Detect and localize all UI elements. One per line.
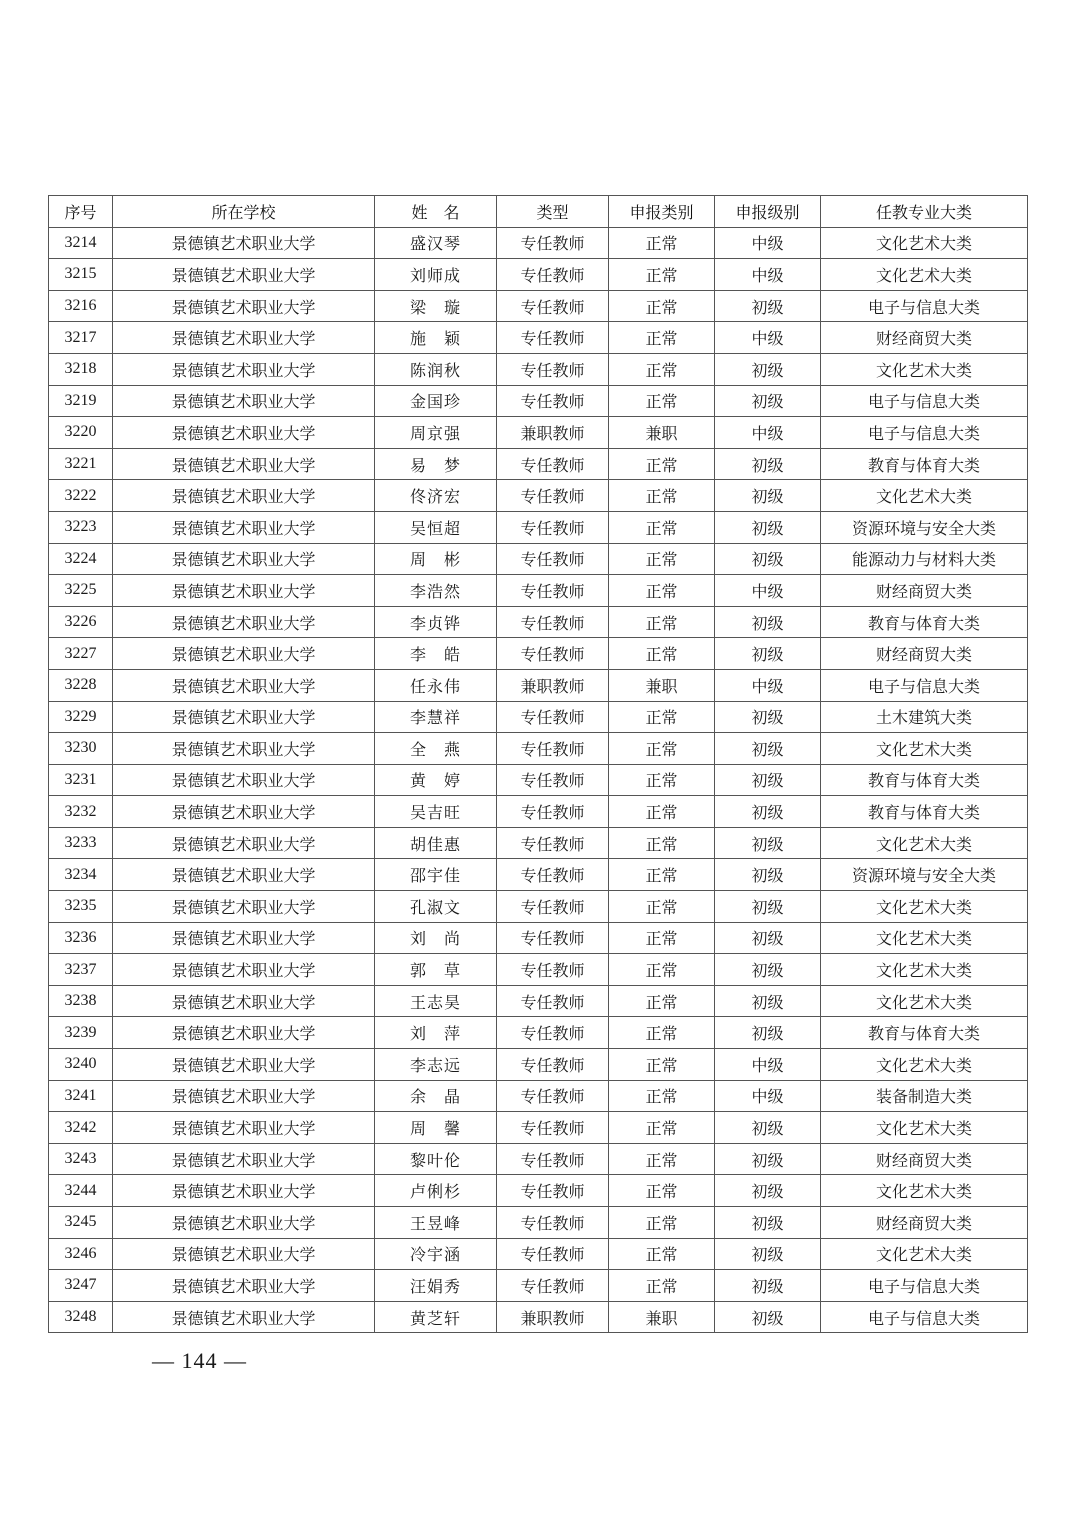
cell-level: 中级 — [715, 1049, 821, 1081]
table-row — [49, 385, 1028, 417]
cell-seq: 3218 — [49, 353, 113, 385]
cell-name: 李贞铧 — [375, 606, 497, 638]
cell-category: 正常 — [609, 480, 715, 512]
cell-seq: 3228 — [49, 669, 113, 701]
cell-name: 刘 尚 — [375, 922, 497, 954]
cell-major: 电子与信息大类 — [821, 417, 1028, 449]
cell-major: 电子与信息大类 — [821, 669, 1028, 701]
cell-category: 正常 — [609, 859, 715, 891]
cell-major: 土木建筑大类 — [821, 701, 1028, 733]
cell-school: 景德镇艺术职业大学 — [113, 448, 375, 480]
cell-school: 景德镇艺术职业大学 — [113, 1238, 375, 1270]
cell-seq: 3240 — [49, 1049, 113, 1081]
cell-school: 景德镇艺术职业大学 — [113, 891, 375, 923]
cell-name: 王昱峰 — [375, 1207, 497, 1239]
cell-school: 景德镇艺术职业大学 — [113, 764, 375, 796]
table-row — [49, 1049, 1028, 1081]
cell-level: 初级 — [715, 891, 821, 923]
cell-level: 中级 — [715, 227, 821, 259]
cell-major: 电子与信息大类 — [821, 1301, 1028, 1333]
roster-table — [48, 195, 1028, 1333]
cell-type: 专任教师 — [497, 859, 609, 891]
cell-level: 初级 — [715, 796, 821, 828]
table-row — [49, 575, 1028, 607]
cell-name: 李 皓 — [375, 638, 497, 670]
header-category: 申报类别 — [609, 196, 715, 228]
cell-level: 初级 — [715, 764, 821, 796]
header-school: 所在学校 — [113, 196, 375, 228]
cell-major: 文化艺术大类 — [821, 954, 1028, 986]
cell-school: 景德镇艺术职业大学 — [113, 322, 375, 354]
cell-seq: 3224 — [49, 543, 113, 575]
cell-type: 专任教师 — [497, 1175, 609, 1207]
cell-name: 李慧祥 — [375, 701, 497, 733]
cell-school: 景德镇艺术职业大学 — [113, 638, 375, 670]
table-row — [49, 922, 1028, 954]
cell-type: 专任教师 — [497, 827, 609, 859]
header-level: 申报级别 — [715, 196, 821, 228]
cell-seq: 3248 — [49, 1301, 113, 1333]
cell-level: 初级 — [715, 480, 821, 512]
cell-category: 正常 — [609, 796, 715, 828]
cell-major: 教育与体育大类 — [821, 606, 1028, 638]
cell-school: 景德镇艺术职业大学 — [113, 1207, 375, 1239]
cell-category: 正常 — [609, 1080, 715, 1112]
table-row — [49, 448, 1028, 480]
cell-level: 中级 — [715, 259, 821, 291]
cell-major: 财经商贸大类 — [821, 1143, 1028, 1175]
table-row — [49, 1301, 1028, 1333]
cell-name: 全 燕 — [375, 733, 497, 765]
cell-category: 正常 — [609, 891, 715, 923]
cell-name: 刘 萍 — [375, 1017, 497, 1049]
cell-seq: 3242 — [49, 1112, 113, 1144]
cell-name: 任永伟 — [375, 669, 497, 701]
table-row — [49, 954, 1028, 986]
cell-school: 景德镇艺术职业大学 — [113, 1143, 375, 1175]
cell-type: 专任教师 — [497, 796, 609, 828]
cell-level: 初级 — [715, 638, 821, 670]
cell-category: 正常 — [609, 1175, 715, 1207]
cell-level: 初级 — [715, 1270, 821, 1302]
cell-type: 专任教师 — [497, 575, 609, 607]
cell-major: 电子与信息大类 — [821, 290, 1028, 322]
cell-seq: 3220 — [49, 417, 113, 449]
cell-seq: 3221 — [49, 448, 113, 480]
cell-major: 财经商贸大类 — [821, 1207, 1028, 1239]
cell-name: 周 彬 — [375, 543, 497, 575]
cell-seq: 3219 — [49, 385, 113, 417]
cell-seq: 3235 — [49, 891, 113, 923]
cell-type: 专任教师 — [497, 227, 609, 259]
cell-category: 兼职 — [609, 1301, 715, 1333]
cell-major: 教育与体育大类 — [821, 764, 1028, 796]
cell-major: 文化艺术大类 — [821, 259, 1028, 291]
cell-name: 梁 璇 — [375, 290, 497, 322]
cell-school: 景德镇艺术职业大学 — [113, 511, 375, 543]
cell-school: 景德镇艺术职业大学 — [113, 1175, 375, 1207]
cell-seq: 3231 — [49, 764, 113, 796]
cell-school: 景德镇艺术职业大学 — [113, 985, 375, 1017]
cell-name: 邵宇佳 — [375, 859, 497, 891]
cell-seq: 3234 — [49, 859, 113, 891]
header-type: 类型 — [497, 196, 609, 228]
cell-type: 专任教师 — [497, 480, 609, 512]
cell-level: 初级 — [715, 1207, 821, 1239]
cell-type: 专任教师 — [497, 543, 609, 575]
cell-major: 装备制造大类 — [821, 1080, 1028, 1112]
cell-seq: 3246 — [49, 1238, 113, 1270]
header-major: 任教专业大类 — [821, 196, 1028, 228]
cell-name: 黄芝轩 — [375, 1301, 497, 1333]
cell-major: 文化艺术大类 — [821, 922, 1028, 954]
table-row — [49, 669, 1028, 701]
cell-major: 文化艺术大类 — [821, 985, 1028, 1017]
cell-school: 景德镇艺术职业大学 — [113, 701, 375, 733]
table-row — [49, 985, 1028, 1017]
cell-seq: 3227 — [49, 638, 113, 670]
header-name: 姓 名 — [375, 196, 497, 228]
cell-name: 陈润秋 — [375, 353, 497, 385]
cell-school: 景德镇艺术职业大学 — [113, 480, 375, 512]
cell-category: 正常 — [609, 259, 715, 291]
cell-type: 专任教师 — [497, 1017, 609, 1049]
cell-school: 景德镇艺术职业大学 — [113, 954, 375, 986]
cell-type: 专任教师 — [497, 1207, 609, 1239]
table-row — [49, 1207, 1028, 1239]
cell-type: 专任教师 — [497, 290, 609, 322]
cell-level: 初级 — [715, 1238, 821, 1270]
cell-major: 资源环境与安全大类 — [821, 859, 1028, 891]
cell-level: 初级 — [715, 701, 821, 733]
cell-seq: 3236 — [49, 922, 113, 954]
cell-seq: 3225 — [49, 575, 113, 607]
header-seq: 序号 — [49, 196, 113, 228]
table-row — [49, 1112, 1028, 1144]
cell-seq: 3229 — [49, 701, 113, 733]
cell-school: 景德镇艺术职业大学 — [113, 385, 375, 417]
table-row — [49, 259, 1028, 291]
table-row — [49, 227, 1028, 259]
cell-type: 专任教师 — [497, 448, 609, 480]
cell-school: 景德镇艺术职业大学 — [113, 290, 375, 322]
cell-level: 初级 — [715, 353, 821, 385]
cell-type: 专任教师 — [497, 954, 609, 986]
cell-major: 文化艺术大类 — [821, 480, 1028, 512]
table-row — [49, 859, 1028, 891]
cell-name: 王志昊 — [375, 985, 497, 1017]
cell-category: 正常 — [609, 290, 715, 322]
cell-level: 初级 — [715, 985, 821, 1017]
cell-school: 景德镇艺术职业大学 — [113, 227, 375, 259]
table-row — [49, 827, 1028, 859]
cell-seq: 3215 — [49, 259, 113, 291]
cell-category: 正常 — [609, 1238, 715, 1270]
cell-school: 景德镇艺术职业大学 — [113, 606, 375, 638]
cell-school: 景德镇艺术职业大学 — [113, 1301, 375, 1333]
cell-name: 刘师成 — [375, 259, 497, 291]
cell-category: 正常 — [609, 543, 715, 575]
cell-category: 正常 — [609, 1270, 715, 1302]
cell-school: 景德镇艺术职业大学 — [113, 543, 375, 575]
cell-type: 专任教师 — [497, 764, 609, 796]
cell-school: 景德镇艺术职业大学 — [113, 1049, 375, 1081]
cell-major: 财经商贸大类 — [821, 638, 1028, 670]
cell-category: 正常 — [609, 322, 715, 354]
cell-name: 吴吉旺 — [375, 796, 497, 828]
cell-seq: 3243 — [49, 1143, 113, 1175]
cell-level: 中级 — [715, 575, 821, 607]
cell-seq: 3244 — [49, 1175, 113, 1207]
table-row — [49, 322, 1028, 354]
cell-major: 文化艺术大类 — [821, 1049, 1028, 1081]
cell-name: 施 颖 — [375, 322, 497, 354]
cell-name: 金国珍 — [375, 385, 497, 417]
cell-name: 郭 草 — [375, 954, 497, 986]
cell-seq: 3226 — [49, 606, 113, 638]
cell-type: 专任教师 — [497, 385, 609, 417]
cell-seq: 3233 — [49, 827, 113, 859]
cell-level: 初级 — [715, 859, 821, 891]
cell-name: 周 馨 — [375, 1112, 497, 1144]
cell-category: 正常 — [609, 575, 715, 607]
table-row — [49, 511, 1028, 543]
cell-school: 景德镇艺术职业大学 — [113, 796, 375, 828]
table-row — [49, 480, 1028, 512]
cell-type: 专任教师 — [497, 701, 609, 733]
cell-type: 兼职教师 — [497, 669, 609, 701]
cell-type: 专任教师 — [497, 1270, 609, 1302]
cell-seq: 3222 — [49, 480, 113, 512]
table-row — [49, 764, 1028, 796]
cell-category: 正常 — [609, 353, 715, 385]
cell-name: 易 梦 — [375, 448, 497, 480]
cell-name: 余 晶 — [375, 1080, 497, 1112]
cell-type: 专任教师 — [497, 322, 609, 354]
table-row — [49, 1238, 1028, 1270]
cell-major: 文化艺术大类 — [821, 827, 1028, 859]
table-row — [49, 290, 1028, 322]
cell-level: 初级 — [715, 954, 821, 986]
cell-seq: 3247 — [49, 1270, 113, 1302]
cell-type: 专任教师 — [497, 1112, 609, 1144]
cell-type: 专任教师 — [497, 985, 609, 1017]
cell-major: 文化艺术大类 — [821, 227, 1028, 259]
cell-type: 专任教师 — [497, 511, 609, 543]
cell-level: 初级 — [715, 827, 821, 859]
cell-level: 中级 — [715, 322, 821, 354]
cell-seq: 3241 — [49, 1080, 113, 1112]
cell-category: 兼职 — [609, 417, 715, 449]
cell-major: 文化艺术大类 — [821, 733, 1028, 765]
cell-name: 胡佳惠 — [375, 827, 497, 859]
cell-major: 电子与信息大类 — [821, 385, 1028, 417]
cell-name: 吴恒超 — [375, 511, 497, 543]
cell-seq: 3216 — [49, 290, 113, 322]
cell-school: 景德镇艺术职业大学 — [113, 1270, 375, 1302]
cell-major: 资源环境与安全大类 — [821, 511, 1028, 543]
cell-category: 正常 — [609, 701, 715, 733]
cell-major: 文化艺术大类 — [821, 1175, 1028, 1207]
cell-level: 初级 — [715, 290, 821, 322]
cell-major: 教育与体育大类 — [821, 1017, 1028, 1049]
cell-seq: 3217 — [49, 322, 113, 354]
cell-type: 专任教师 — [497, 1049, 609, 1081]
cell-type: 专任教师 — [497, 922, 609, 954]
cell-category: 正常 — [609, 985, 715, 1017]
cell-category: 正常 — [609, 1049, 715, 1081]
cell-name: 盛汉琴 — [375, 227, 497, 259]
cell-level: 初级 — [715, 511, 821, 543]
cell-level: 初级 — [715, 922, 821, 954]
table-row — [49, 733, 1028, 765]
cell-type: 专任教师 — [497, 1238, 609, 1270]
cell-level: 初级 — [715, 1175, 821, 1207]
cell-level: 初级 — [715, 448, 821, 480]
cell-name: 卢俐杉 — [375, 1175, 497, 1207]
cell-category: 兼职 — [609, 669, 715, 701]
cell-category: 正常 — [609, 733, 715, 765]
cell-level: 初级 — [715, 385, 821, 417]
cell-major: 文化艺术大类 — [821, 1238, 1028, 1270]
table-row — [49, 417, 1028, 449]
cell-seq: 3238 — [49, 985, 113, 1017]
cell-level: 初级 — [715, 1143, 821, 1175]
cell-major: 电子与信息大类 — [821, 1270, 1028, 1302]
cell-seq: 3239 — [49, 1017, 113, 1049]
cell-category: 正常 — [609, 1207, 715, 1239]
cell-category: 正常 — [609, 227, 715, 259]
table-row — [49, 1080, 1028, 1112]
table-row — [49, 891, 1028, 923]
cell-type: 专任教师 — [497, 606, 609, 638]
cell-level: 初级 — [715, 1301, 821, 1333]
cell-school: 景德镇艺术职业大学 — [113, 353, 375, 385]
cell-major: 教育与体育大类 — [821, 796, 1028, 828]
cell-school: 景德镇艺术职业大学 — [113, 922, 375, 954]
cell-category: 正常 — [609, 1112, 715, 1144]
cell-level: 初级 — [715, 1112, 821, 1144]
table-row — [49, 1143, 1028, 1175]
cell-name: 佟济宏 — [375, 480, 497, 512]
cell-name: 周京强 — [375, 417, 497, 449]
cell-school: 景德镇艺术职业大学 — [113, 259, 375, 291]
table-row — [49, 606, 1028, 638]
table-row — [49, 1017, 1028, 1049]
cell-type: 专任教师 — [497, 259, 609, 291]
cell-category: 正常 — [609, 954, 715, 986]
cell-seq: 3237 — [49, 954, 113, 986]
cell-category: 正常 — [609, 606, 715, 638]
cell-school: 景德镇艺术职业大学 — [113, 859, 375, 891]
cell-major: 文化艺术大类 — [821, 891, 1028, 923]
cell-category: 正常 — [609, 511, 715, 543]
cell-type: 专任教师 — [497, 638, 609, 670]
cell-major: 文化艺术大类 — [821, 353, 1028, 385]
cell-level: 中级 — [715, 417, 821, 449]
cell-name: 黎叶伦 — [375, 1143, 497, 1175]
table-row — [49, 1270, 1028, 1302]
cell-category: 正常 — [609, 385, 715, 417]
cell-school: 景德镇艺术职业大学 — [113, 1080, 375, 1112]
cell-category: 正常 — [609, 764, 715, 796]
cell-type: 兼职教师 — [497, 1301, 609, 1333]
cell-major: 能源动力与材料大类 — [821, 543, 1028, 575]
cell-level: 初级 — [715, 1017, 821, 1049]
cell-school: 景德镇艺术职业大学 — [113, 827, 375, 859]
cell-type: 兼职教师 — [497, 417, 609, 449]
cell-school: 景德镇艺术职业大学 — [113, 417, 375, 449]
cell-school: 景德镇艺术职业大学 — [113, 1112, 375, 1144]
roster-body — [49, 227, 1028, 1333]
table-row — [49, 796, 1028, 828]
table-row — [49, 701, 1028, 733]
cell-type: 专任教师 — [497, 1143, 609, 1175]
cell-category: 正常 — [609, 922, 715, 954]
cell-name: 李志远 — [375, 1049, 497, 1081]
cell-name: 李浩然 — [375, 575, 497, 607]
cell-category: 正常 — [609, 638, 715, 670]
cell-level: 中级 — [715, 669, 821, 701]
cell-category: 正常 — [609, 827, 715, 859]
cell-school: 景德镇艺术职业大学 — [113, 733, 375, 765]
cell-major: 教育与体育大类 — [821, 448, 1028, 480]
cell-seq: 3230 — [49, 733, 113, 765]
cell-school: 景德镇艺术职业大学 — [113, 575, 375, 607]
cell-seq: 3214 — [49, 227, 113, 259]
cell-school: 景德镇艺术职业大学 — [113, 669, 375, 701]
cell-type: 专任教师 — [497, 733, 609, 765]
cell-seq: 3223 — [49, 511, 113, 543]
cell-name: 汪娟秀 — [375, 1270, 497, 1302]
cell-name: 冷宇涵 — [375, 1238, 497, 1270]
page-number: — 144 — — [152, 1348, 247, 1373]
table-row — [49, 543, 1028, 575]
cell-name: 孔淑文 — [375, 891, 497, 923]
table-row — [49, 1175, 1028, 1207]
cell-major: 财经商贸大类 — [821, 575, 1028, 607]
cell-level: 初级 — [715, 606, 821, 638]
cell-seq: 3232 — [49, 796, 113, 828]
cell-category: 正常 — [609, 1143, 715, 1175]
cell-type: 专任教师 — [497, 891, 609, 923]
cell-major: 文化艺术大类 — [821, 1112, 1028, 1144]
cell-type: 专任教师 — [497, 1080, 609, 1112]
cell-category: 正常 — [609, 448, 715, 480]
cell-category: 正常 — [609, 1017, 715, 1049]
cell-seq: 3245 — [49, 1207, 113, 1239]
cell-major: 财经商贸大类 — [821, 322, 1028, 354]
cell-level: 初级 — [715, 543, 821, 575]
cell-school: 景德镇艺术职业大学 — [113, 1017, 375, 1049]
cell-level: 中级 — [715, 1080, 821, 1112]
table-row — [49, 353, 1028, 385]
table-row — [49, 638, 1028, 670]
cell-name: 黄 婷 — [375, 764, 497, 796]
header-row — [49, 196, 1028, 228]
cell-type: 专任教师 — [497, 353, 609, 385]
cell-level: 初级 — [715, 733, 821, 765]
